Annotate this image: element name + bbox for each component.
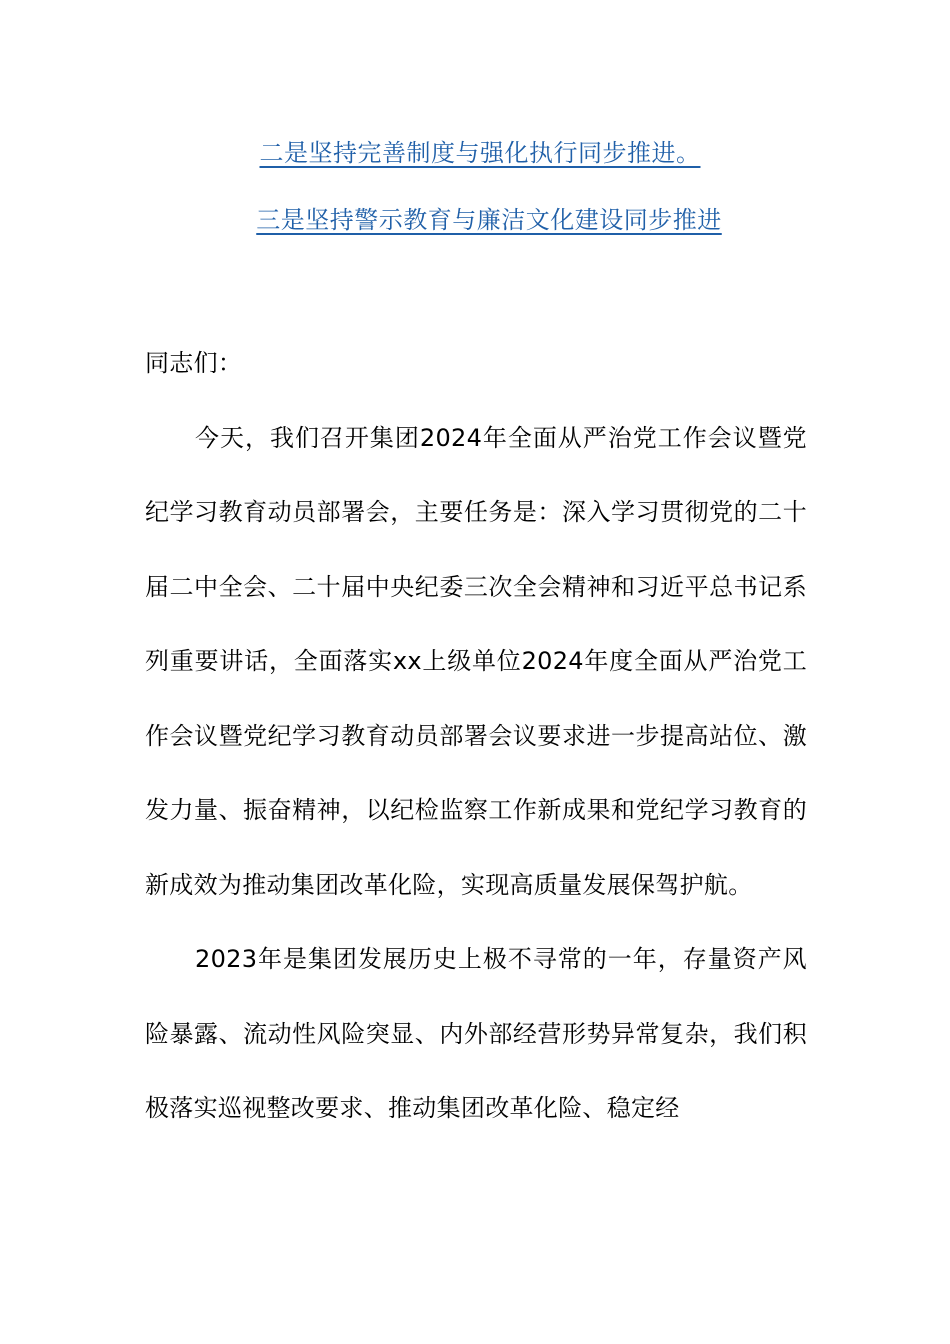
- toc-link-1[interactable]: 二是坚持完善制度与强化执行同步推进。: [259, 139, 701, 167]
- document-body: [145, 326, 807, 1146]
- toc-entry-2: [14, 200, 950, 235]
- paragraph-1: 今天，我们召开集团2024年全面从严治党工作会议暨党纪学习教育动员部署会，主要任务是：深入学习贯彻党的二十届二中全会、二十届中央纪委三次全会精神和习近平总书记系列重要讲话，全面落实xx上级单位2024年度全面从严治党工作会议暨党纪学习教育动员部署会议要求进一步提高站位、激发力量、振奋精神，以纪检监察工作新成果和党纪学习教育的新成效为推动集团改革化险，实现高质量发展保驾护航。: [145, 423, 807, 899]
- paragraph-2: 2023年是集团发展历史上极不寻常的一年，存量资产风险暴露、流动性风险突显、内外部经营形势异常复杂，我们积极落实巡视整改要求、推动集团改革化险、稳定经: [145, 945, 807, 1122]
- salutation: 同志们：: [145, 349, 243, 377]
- toc-link-2[interactable]: 三是坚持警示教育与廉洁文化建设同步推进: [256, 206, 722, 234]
- toc-entry-1: [5, 133, 950, 168]
